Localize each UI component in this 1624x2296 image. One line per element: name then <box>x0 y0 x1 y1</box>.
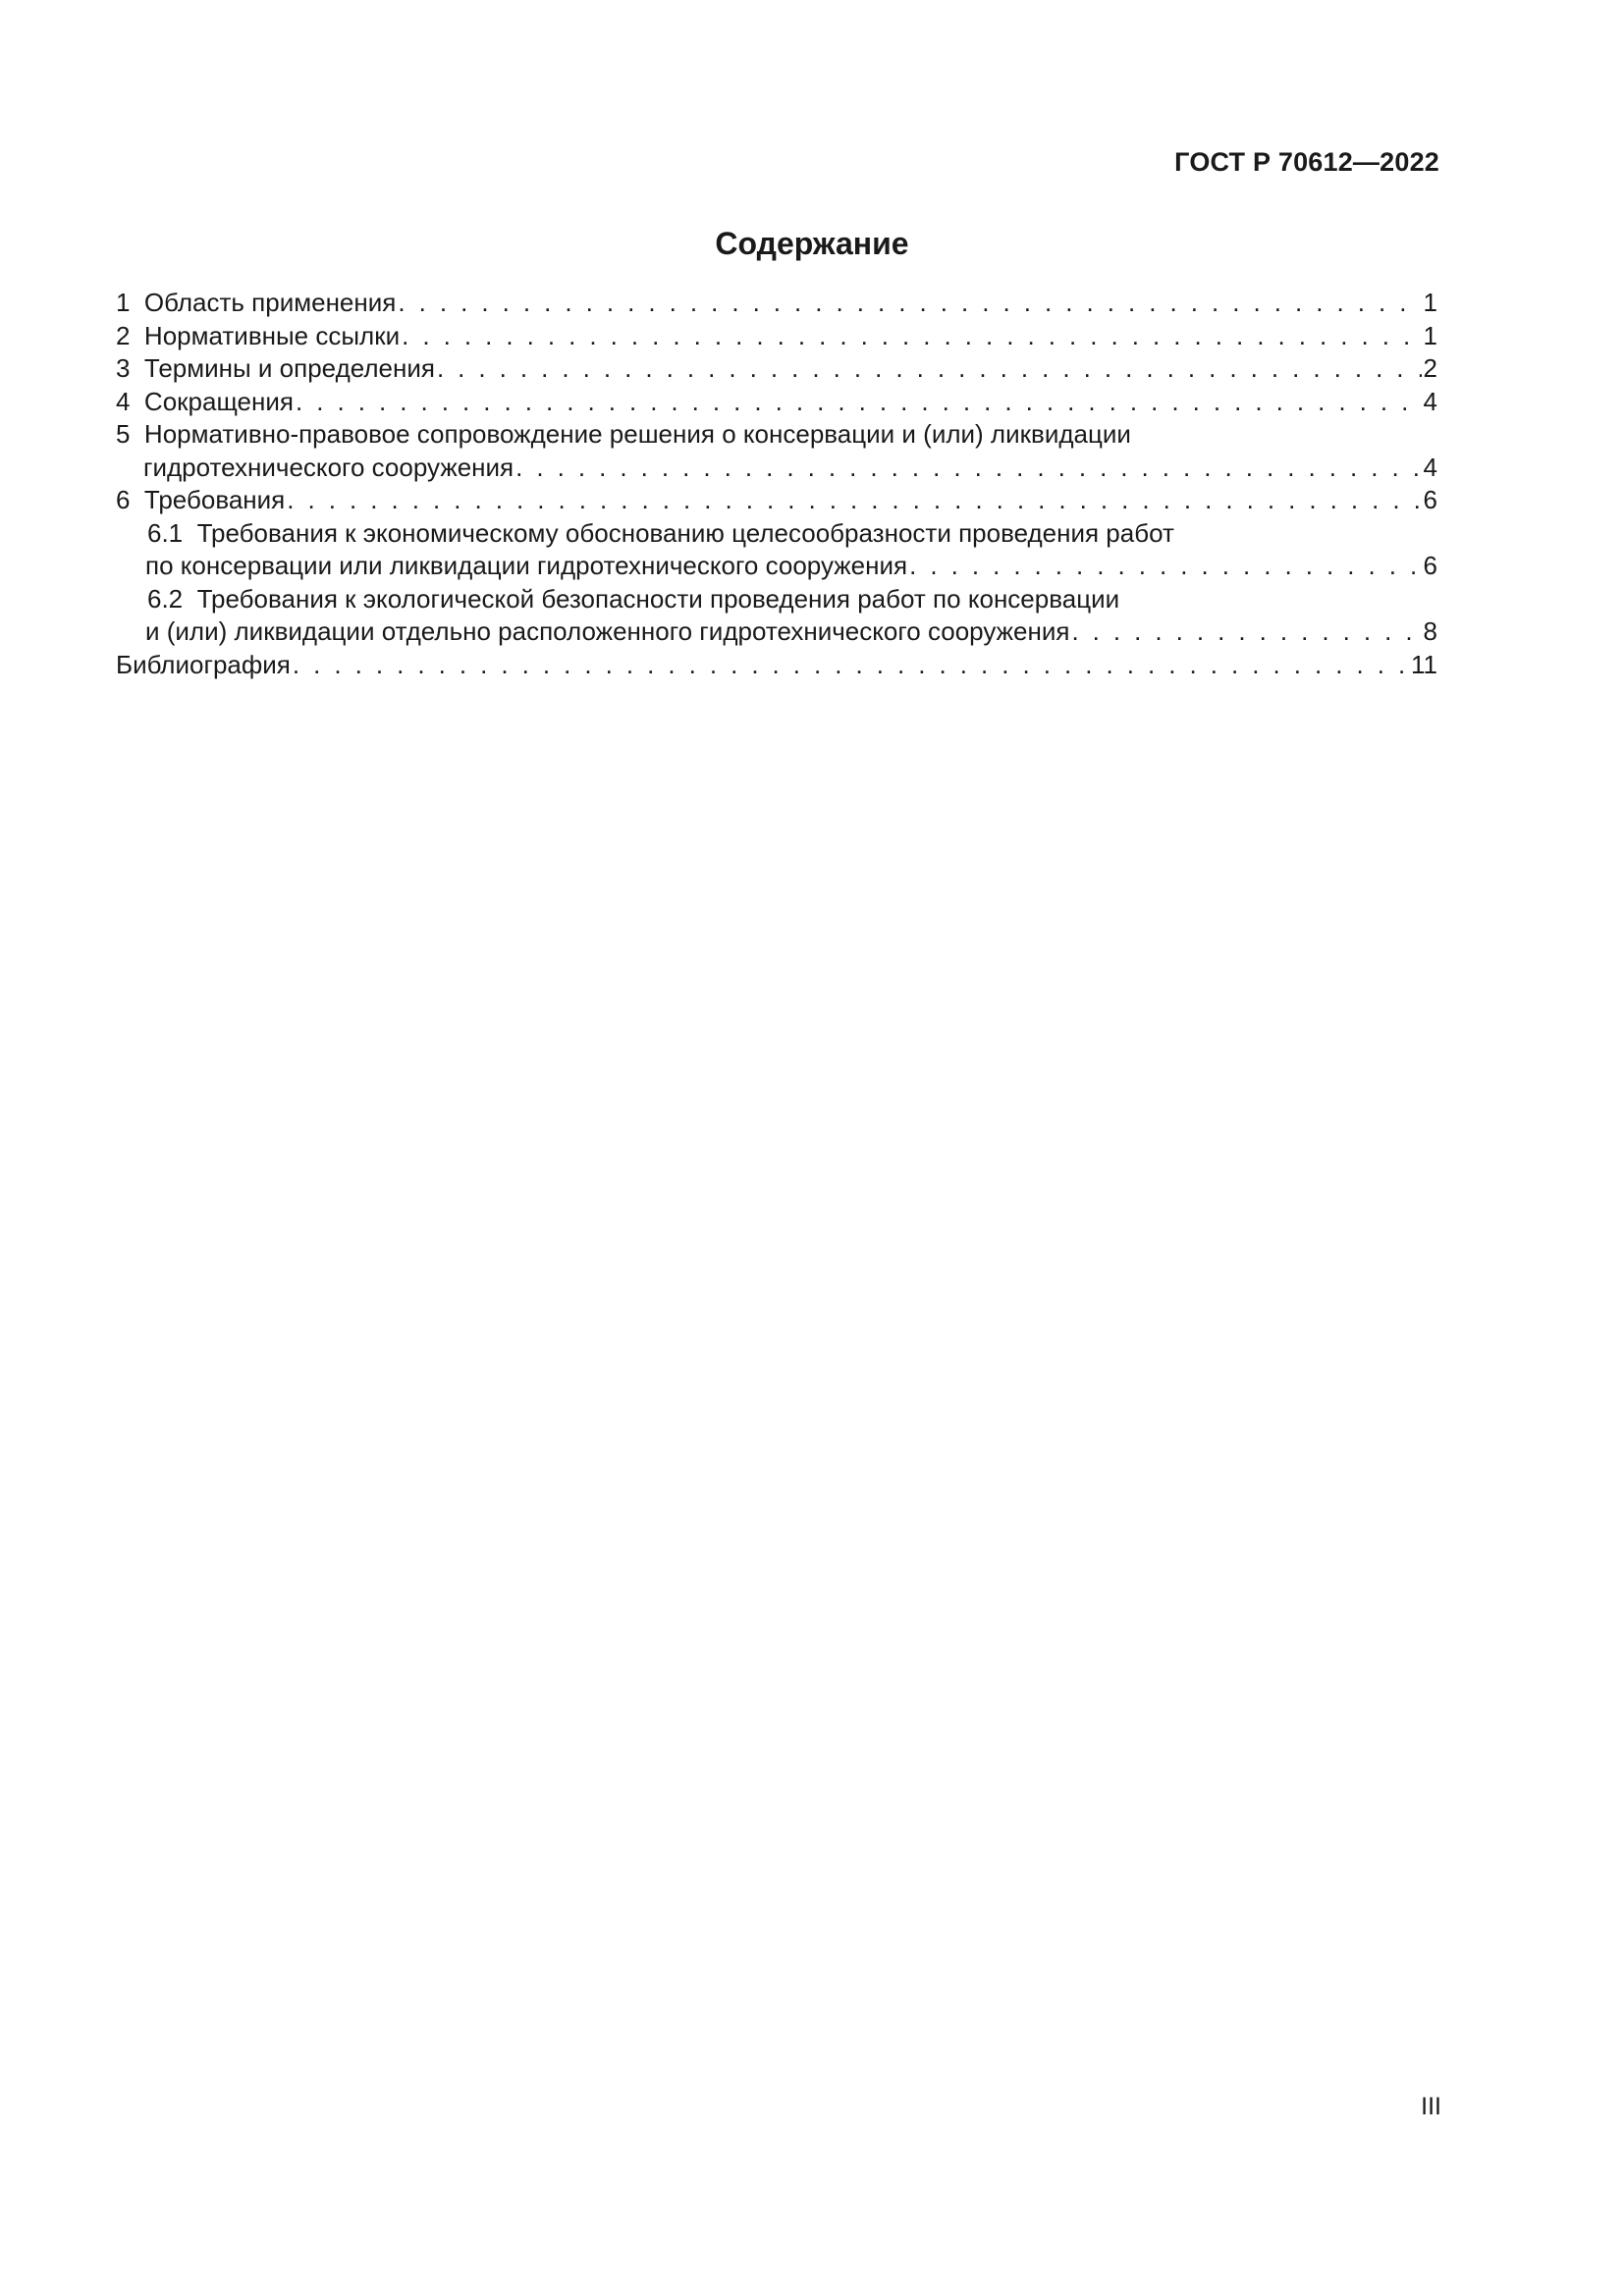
toc-entry-page: 4 <box>1423 386 1437 416</box>
toc-entry-page: 4 <box>1423 452 1437 482</box>
toc-leader-dots <box>1071 615 1421 649</box>
toc-entry-page: 2 <box>1423 353 1437 383</box>
toc-leader-dots <box>296 386 1422 419</box>
toc-entry-page: 8 <box>1423 616 1437 646</box>
table-of-contents <box>116 287 1437 681</box>
toc-entry-6[interactable] <box>116 484 1437 517</box>
toc-entry-page: 1 <box>1423 288 1437 317</box>
toc-entry-number: 4 <box>116 386 131 416</box>
toc-entry-text: Нормативные ссылки <box>143 320 401 350</box>
toc-leader-dots <box>398 287 1421 320</box>
toc-entry-text: Требования <box>143 485 286 514</box>
toc-entry-number: 5 <box>116 419 131 449</box>
toc-entry-1[interactable] <box>116 287 1437 320</box>
toc-entry-text-continued: и (или) ликвидации отдельно расположенного гидротехнического сооружения <box>145 616 1070 646</box>
toc-entry-4[interactable] <box>116 386 1437 419</box>
toc-entry-page: 11 <box>1411 649 1437 679</box>
toc-entry-5-line1[interactable] <box>116 418 1437 452</box>
toc-leader-dots <box>402 320 1421 353</box>
toc-entry-page: 6 <box>1423 551 1437 580</box>
toc-entry-text-continued: гидротехнического сооружения <box>143 452 514 482</box>
toc-entry-page: 6 <box>1423 485 1437 514</box>
toc-entry-text: Библиография <box>116 649 291 679</box>
toc-title: Содержание <box>715 226 909 261</box>
toc-entry-text: Область применения <box>143 288 397 317</box>
toc-entry-number: 6 <box>116 485 131 514</box>
toc-entry-text: Требования к экономическому обоснованию целесообразности проведения работ <box>196 517 1174 548</box>
toc-entry-6-2-line1[interactable] <box>116 583 1437 616</box>
page-number: III <box>1421 2093 1441 2120</box>
toc-entry-5-line2[interactable] <box>116 452 1437 485</box>
toc-entry-3[interactable] <box>116 352 1437 386</box>
toc-entry-6-2-line2[interactable] <box>116 615 1437 649</box>
toc-entry-6-1-line2[interactable] <box>116 550 1437 583</box>
document-id: ГОСТ Р 70612—2022 <box>1174 147 1439 177</box>
toc-entry-number: 3 <box>116 353 131 383</box>
toc-leader-dots <box>293 649 1409 682</box>
toc-entry-text-continued: по консервации или ликвидации гидротехнического сооружения <box>145 551 908 580</box>
toc-entry-page: 1 <box>1423 320 1437 350</box>
toc-entry-2[interactable] <box>116 320 1437 353</box>
toc-entry-number: 2 <box>116 320 131 350</box>
toc-entry-number: 6.2 <box>147 583 184 614</box>
toc-leader-dots <box>287 484 1421 517</box>
toc-entry-text: Требования к экологической безопасности проведения работ по консервации <box>196 583 1120 614</box>
toc-entry-bibliography[interactable] <box>116 649 1437 682</box>
toc-entry-text: Термины и определения <box>143 353 435 383</box>
toc-entry-number: 1 <box>116 288 131 317</box>
toc-leader-dots <box>437 352 1422 386</box>
toc-leader-dots <box>909 550 1421 583</box>
toc-entry-number: 6.1 <box>147 517 184 548</box>
toc-entry-text: Сокращения <box>143 386 294 416</box>
toc-entry-6-1-line1[interactable] <box>116 517 1437 551</box>
toc-entry-text: Нормативно-правовое сопровождение решения о консервации и (или) ликвидации <box>143 419 1131 449</box>
toc-leader-dots <box>515 452 1421 485</box>
